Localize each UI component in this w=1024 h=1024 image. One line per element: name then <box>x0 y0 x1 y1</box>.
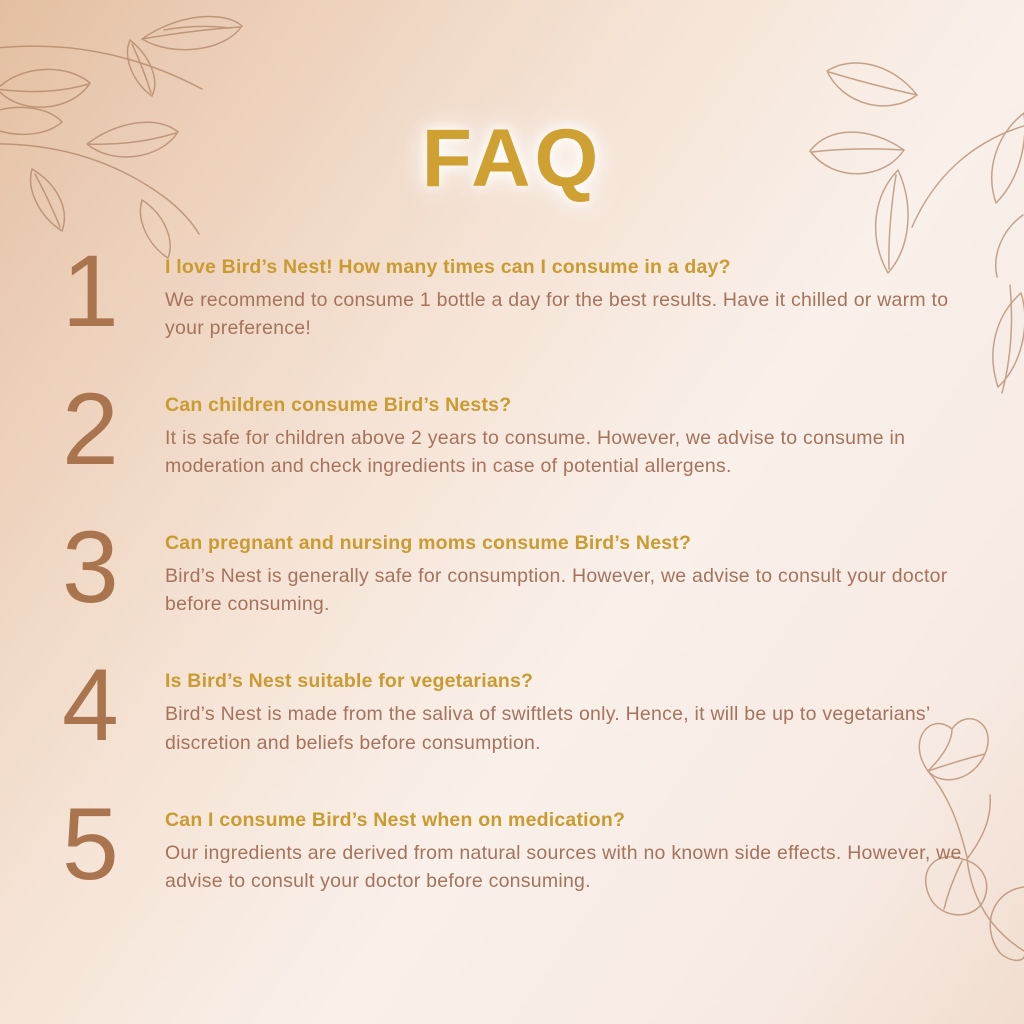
faq-item-3-text <box>165 532 968 618</box>
page-title: FAQ <box>421 113 603 204</box>
faq-item-3-answer: Bird’s Nest is generally safe for consumption. However, we advise to consult your doctor before consuming. <box>165 565 948 616</box>
faq-item-4-number: 4 <box>62 648 119 763</box>
faq-item-5-answer: Our ingredients are derived from natural sources with no known side effects. However, we advise to consult your doctor before consuming. <box>165 841 962 892</box>
faq-item-5 <box>62 786 968 901</box>
faq-item-4-question: Is Bird’s Nest suitable for vegetarians? <box>165 670 534 693</box>
faq-item-2 <box>62 372 968 487</box>
faq-item-5-number: 5 <box>62 786 119 901</box>
faq-item-4-text <box>165 670 968 756</box>
faq-item-3-question: Can pregnant and nursing moms consume Bird’s Nest? <box>165 532 692 555</box>
faq-item-4-answer: Bird’s Nest is made from the saliva of swiftlets only. Hence, it will be up to vegetarians’ discretion and beliefs before consumption. <box>165 703 930 754</box>
faq-item-2-number: 2 <box>62 372 119 487</box>
faq-item-5-text <box>165 809 968 895</box>
faq-item-2-text <box>165 394 968 480</box>
faq-item-2-answer: It is safe for children above 2 years to consume. However, we advise to consume in moderation and check ingredients in case of potential allergens. <box>165 427 906 478</box>
faq-item-1-answer: We recommend to consume 1 bottle a day for the best results. Have it chilled or warm to your preference! <box>165 289 949 340</box>
faq-item-2-question: Can children consume Bird’s Nests? <box>165 394 512 417</box>
faq-list <box>62 234 968 901</box>
faq-item-3 <box>62 510 968 625</box>
faq-item-4 <box>62 648 968 763</box>
faq-item-3-number: 3 <box>62 510 119 625</box>
faq-item-1 <box>62 234 968 348</box>
faq-item-1-text <box>165 256 968 342</box>
faq-item-1-question: I love Bird’s Nest! How many times can I consume in a day? <box>165 256 731 278</box>
faq-item-1-number: 1 <box>62 234 119 348</box>
faq-item-5-question: Can I consume Bird’s Nest when on medication? <box>165 808 626 831</box>
